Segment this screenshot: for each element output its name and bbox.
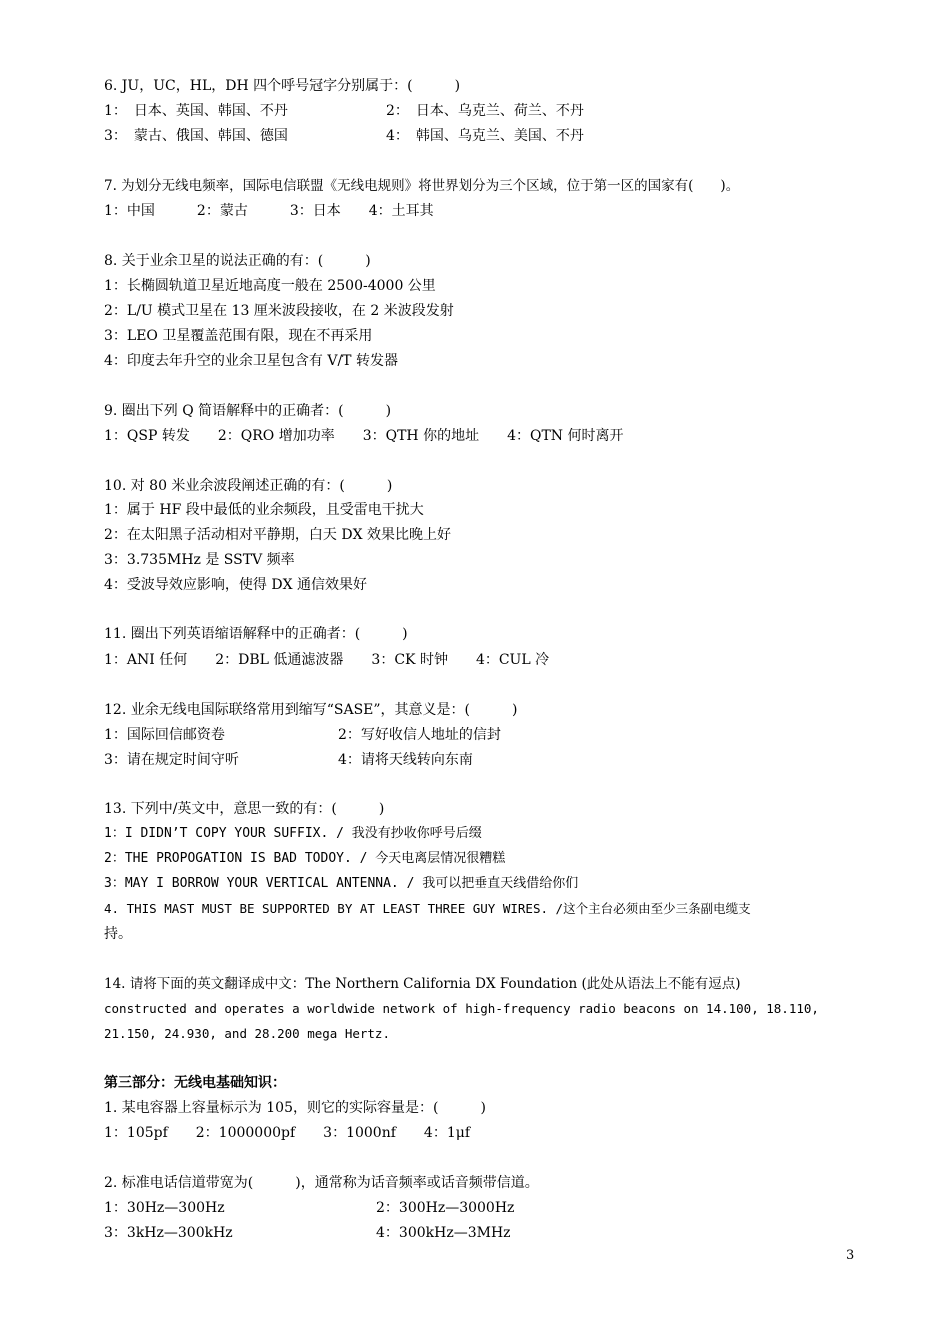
- q12-title: 12. 业余无线电国际联络常用到缩写“SASE”，其意义是：( ): [104, 702, 518, 718]
- q12-option-1: 1：国际回信邮资卷: [104, 727, 225, 743]
- q13-option-4: 4. THIS MAST MUST BE SUPPORTED BY AT LEAST THREE GUY WIRES. /这个主台必须由至少三条副电缆支: [104, 901, 751, 916]
- q8-title: 8. 关于业余卫星的说法正确的有：( ): [104, 253, 371, 269]
- q13-option-1: 1：I DIDN’T COPY YOUR SUFFIX. / 我没有抄收你呼号后缀: [104, 826, 482, 841]
- page-number: 3: [846, 1248, 855, 1263]
- q8-option-3: 3：LEO 卫星覆盖范围有限，现在不再采用: [104, 328, 373, 344]
- q9-title: 9. 圈出下列 Q 简语解释中的正确者：( ): [104, 403, 392, 419]
- part3-q2-title: 2. 标准电话信道带宽为( )，通常称为话音频率或话音频带信道。: [104, 1175, 539, 1191]
- q13-option-4-continued: 持。: [104, 926, 132, 942]
- q6-option-1: 1： 日本、英国、韩国、不丹: [104, 103, 288, 119]
- q12-option-4: 4：请将天线转向东南: [338, 752, 473, 768]
- part3-q2-option-2: 2：300Hz—3000Hz: [376, 1200, 515, 1216]
- q13-title: 13. 下列中/英文中，意思一致的有：( ): [104, 801, 385, 817]
- q8-option-2: 2：L/U 模式卫星在 13 厘米波段接收，在 2 米波段发射: [104, 303, 454, 319]
- part3-heading: 第三部分：无线电基础知识：: [104, 1075, 286, 1091]
- q7-options: 1：中国 2：蒙古 3：日本 4：土耳其: [104, 203, 434, 219]
- q10-option-2: 2：在太阳黑子活动相对平静期，白天 DX 效果比晚上好: [104, 527, 451, 543]
- q12-option-2: 2：写好收信人地址的信封: [338, 727, 501, 743]
- q11-title: 11. 圈出下列英语缩语解释中的正确者：( ): [104, 626, 408, 642]
- part3-q2-option-1: 1：30Hz—300Hz: [104, 1200, 225, 1216]
- q11-options: 1：ANI 任何 2：DBL 低通滤波器 3：CK 时钟 4：CUL 冷: [104, 652, 550, 668]
- q6-option-3: 3： 蒙古、俄国、韩国、德国: [104, 128, 288, 144]
- q10-option-3: 3：3.735MHz 是 SSTV 频率: [104, 552, 295, 568]
- q8-option-4: 4：印度去年升空的业余卫星包含有 V/T 转发器: [104, 353, 398, 369]
- part3-q2-option-4: 4：300kHz—3MHz: [376, 1225, 511, 1241]
- q14-line-3: 21.150, 24.930, and 28.200 mega Hertz.: [104, 1026, 390, 1041]
- q6-option-4: 4： 韩国、乌克兰、美国、不丹: [386, 128, 584, 144]
- q14-line-1: 14. 请将下面的英文翻译成中文：The Northern California DX Foundation (此处从语法上不能有逗点): [104, 976, 741, 992]
- part3-q1-title: 1. 某电容器上容量标示为 105，则它的实际容量是：( ): [104, 1100, 486, 1116]
- q14-line-2: constructed and operates a worldwide network of high-frequency radio beacons on 14.100, 18.110,: [104, 1001, 819, 1016]
- q10-option-1: 1：属于 HF 段中最低的业余频段，且受雷电干扰大: [104, 502, 424, 518]
- q10-option-4: 4：受波导效应影响，使得 DX 通信效果好: [104, 577, 367, 593]
- part3-q1-options: 1：105pf 2：1000000pf 3：1000nf 4：1μf: [104, 1125, 471, 1141]
- q9-options: 1：QSP 转发 2：QRO 增加功率 3：QTH 你的地址 4：QTN 何时离开: [104, 428, 624, 444]
- q13-option-2: 2：THE PROPOGATION IS BAD TODOY. / 今天电离层情况很糟糕: [104, 851, 506, 866]
- q10-title: 10. 对 80 米业余波段阐述正确的有：( ): [104, 478, 393, 494]
- part3-q2-option-3: 3：3kHz—300kHz: [104, 1225, 233, 1241]
- q6-option-2: 2： 日本、乌克兰、荷兰、不丹: [386, 103, 584, 119]
- q8-option-1: 1：长椭圆轨道卫星近地高度一般在 2500-4000 公里: [104, 278, 436, 294]
- q7-title: 7. 为划分无线电频率，国际电信联盟《无线电规则》将世界划分为三个区域，位于第一区的国家有( )。: [104, 178, 740, 194]
- q12-option-3: 3：请在规定时间守听: [104, 752, 239, 768]
- q13-option-3: 3：MAY I BORROW YOUR VERTICAL ANTENNA. / 我可以把垂直天线借给你们: [104, 876, 579, 891]
- q6-title: 6. JU，UC，HL，DH 四个呼号冠字分别属于：( ): [104, 78, 461, 94]
